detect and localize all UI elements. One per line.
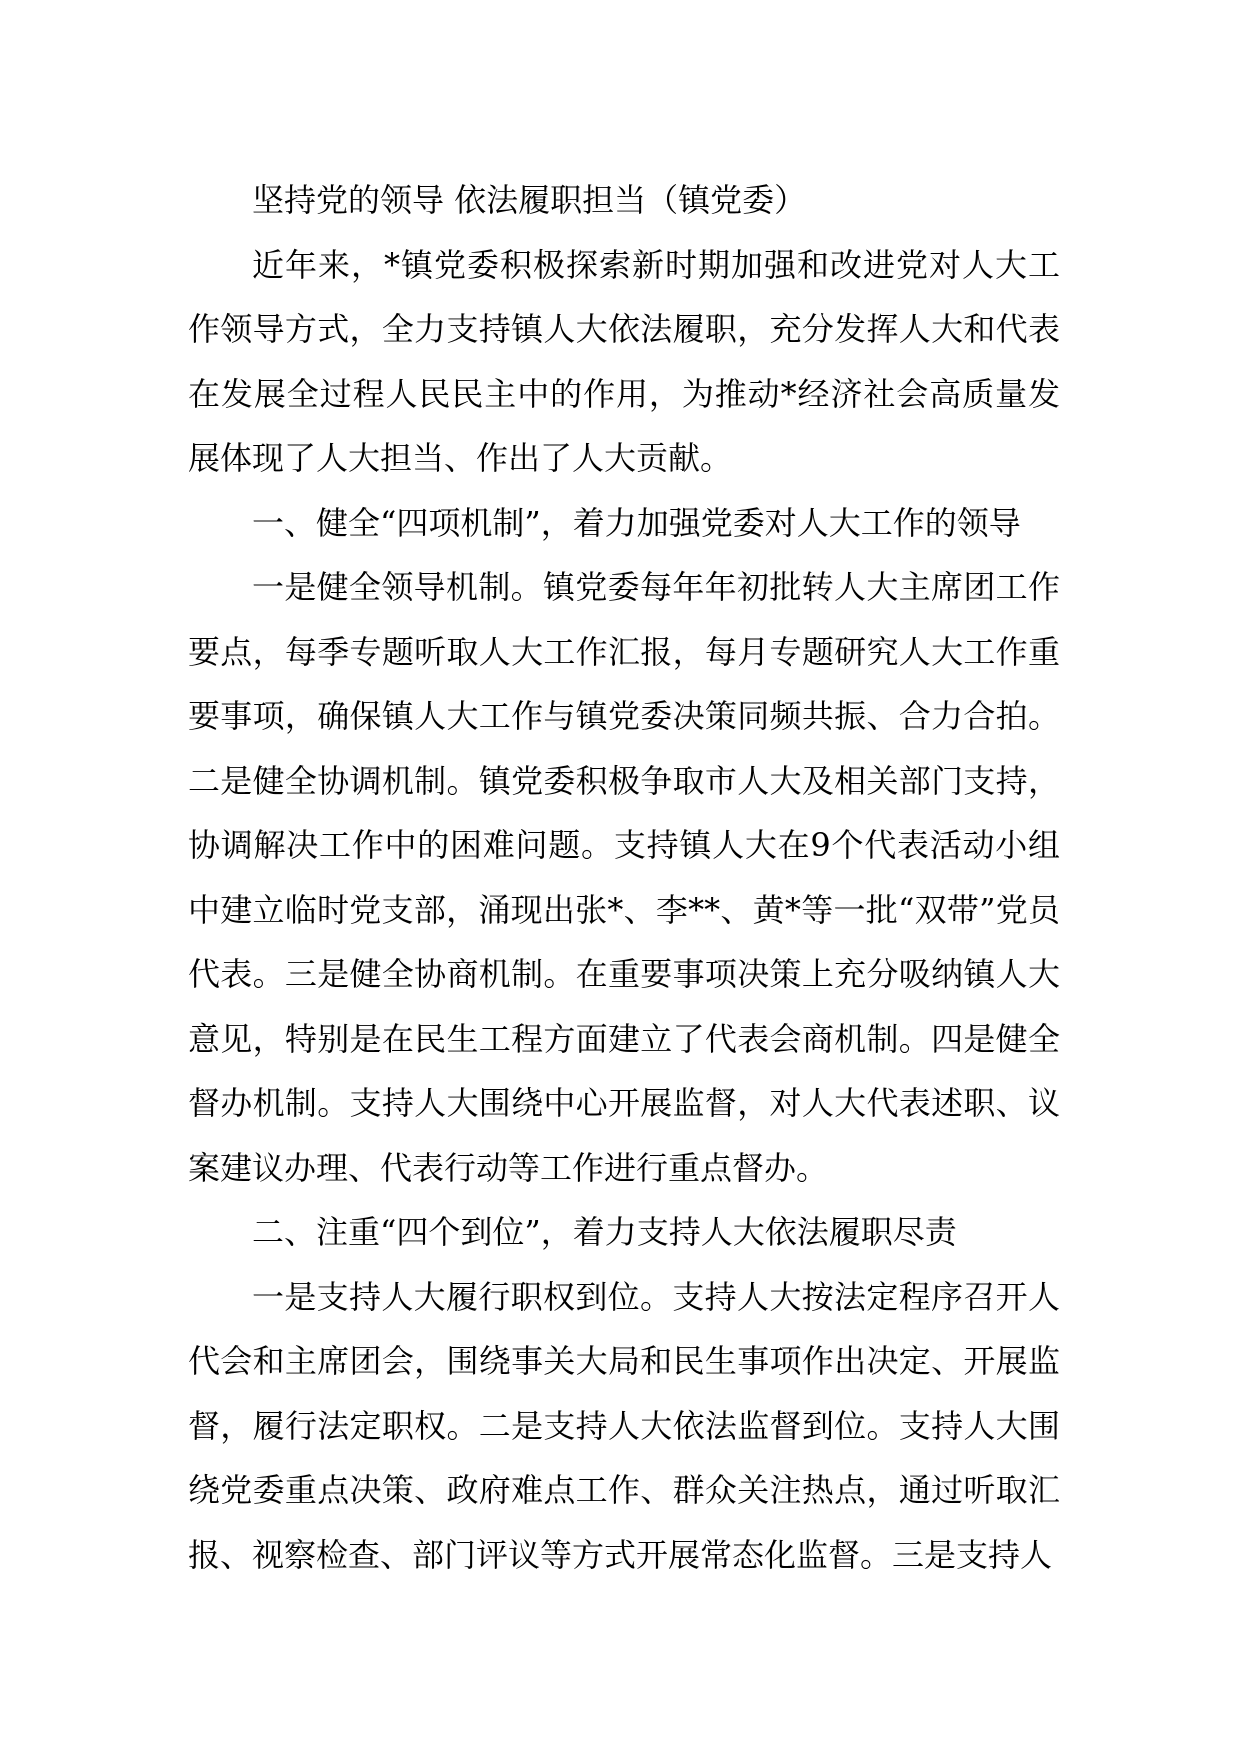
document-title: 坚持党的领导 依法履职担当（镇党委） bbox=[252, 181, 807, 219]
document-body bbox=[188, 168, 1060, 1587]
section-2-paragraph: 一是支持人大履行职权到位。支持人大按法定程序召开人代会和主席团会，围绕事关大局和民生事项作出决定、开展监督，履行法定职权。二是支持人大依法监督到位。支持人大围绕党委重点决策、政府难点工作、群众关注热点，通过听取汇报、视察检查、部门评议等方式开展常态化监督。三是支持人 bbox=[188, 1277, 1060, 1574]
intro-paragraph: 近年来，*镇党委积极探索新时期加强和改进党对人大工作领导方式，全力支持镇人大依法履职，充分发挥人大和代表在发展全过程人民民主中的作用，为推动*经济社会高质量发展体现了人大担当、作出了人大贡献。 bbox=[188, 245, 1060, 477]
section-1-paragraph: 一是健全领导机制。镇党委每年年初批转人大主席团工作要点，每季专题听取人大工作汇报，每月专题研究人大工作重要事项，确保镇人大工作与镇党委决策同频共振、合力合拍。二是健全协调机制。镇党委积极争取市人大及相关部门支持，协调解决工作中的困难问题。支持镇人大在9个代表活动小组中建立临时党支部，涌现出张*、李**、黄*等一批“双带”党员代表。三是健全协商机制。在重要事项决策上充分吸纳镇人大意见，特别是在民生工程方面建立了代表会商机制。四是健全督办机制。支持人大围绕中心开展监督，对人大代表述职、议案建议办理、代表行动等工作进行重点督办。 bbox=[188, 568, 1060, 1187]
section-heading-1: 一、健全“四项机制”，着力加强党委对人大工作的领导 bbox=[252, 503, 1021, 542]
section-heading-2: 二、注重“四个到位”，着力支持人大依法履职尽责 bbox=[252, 1213, 957, 1251]
